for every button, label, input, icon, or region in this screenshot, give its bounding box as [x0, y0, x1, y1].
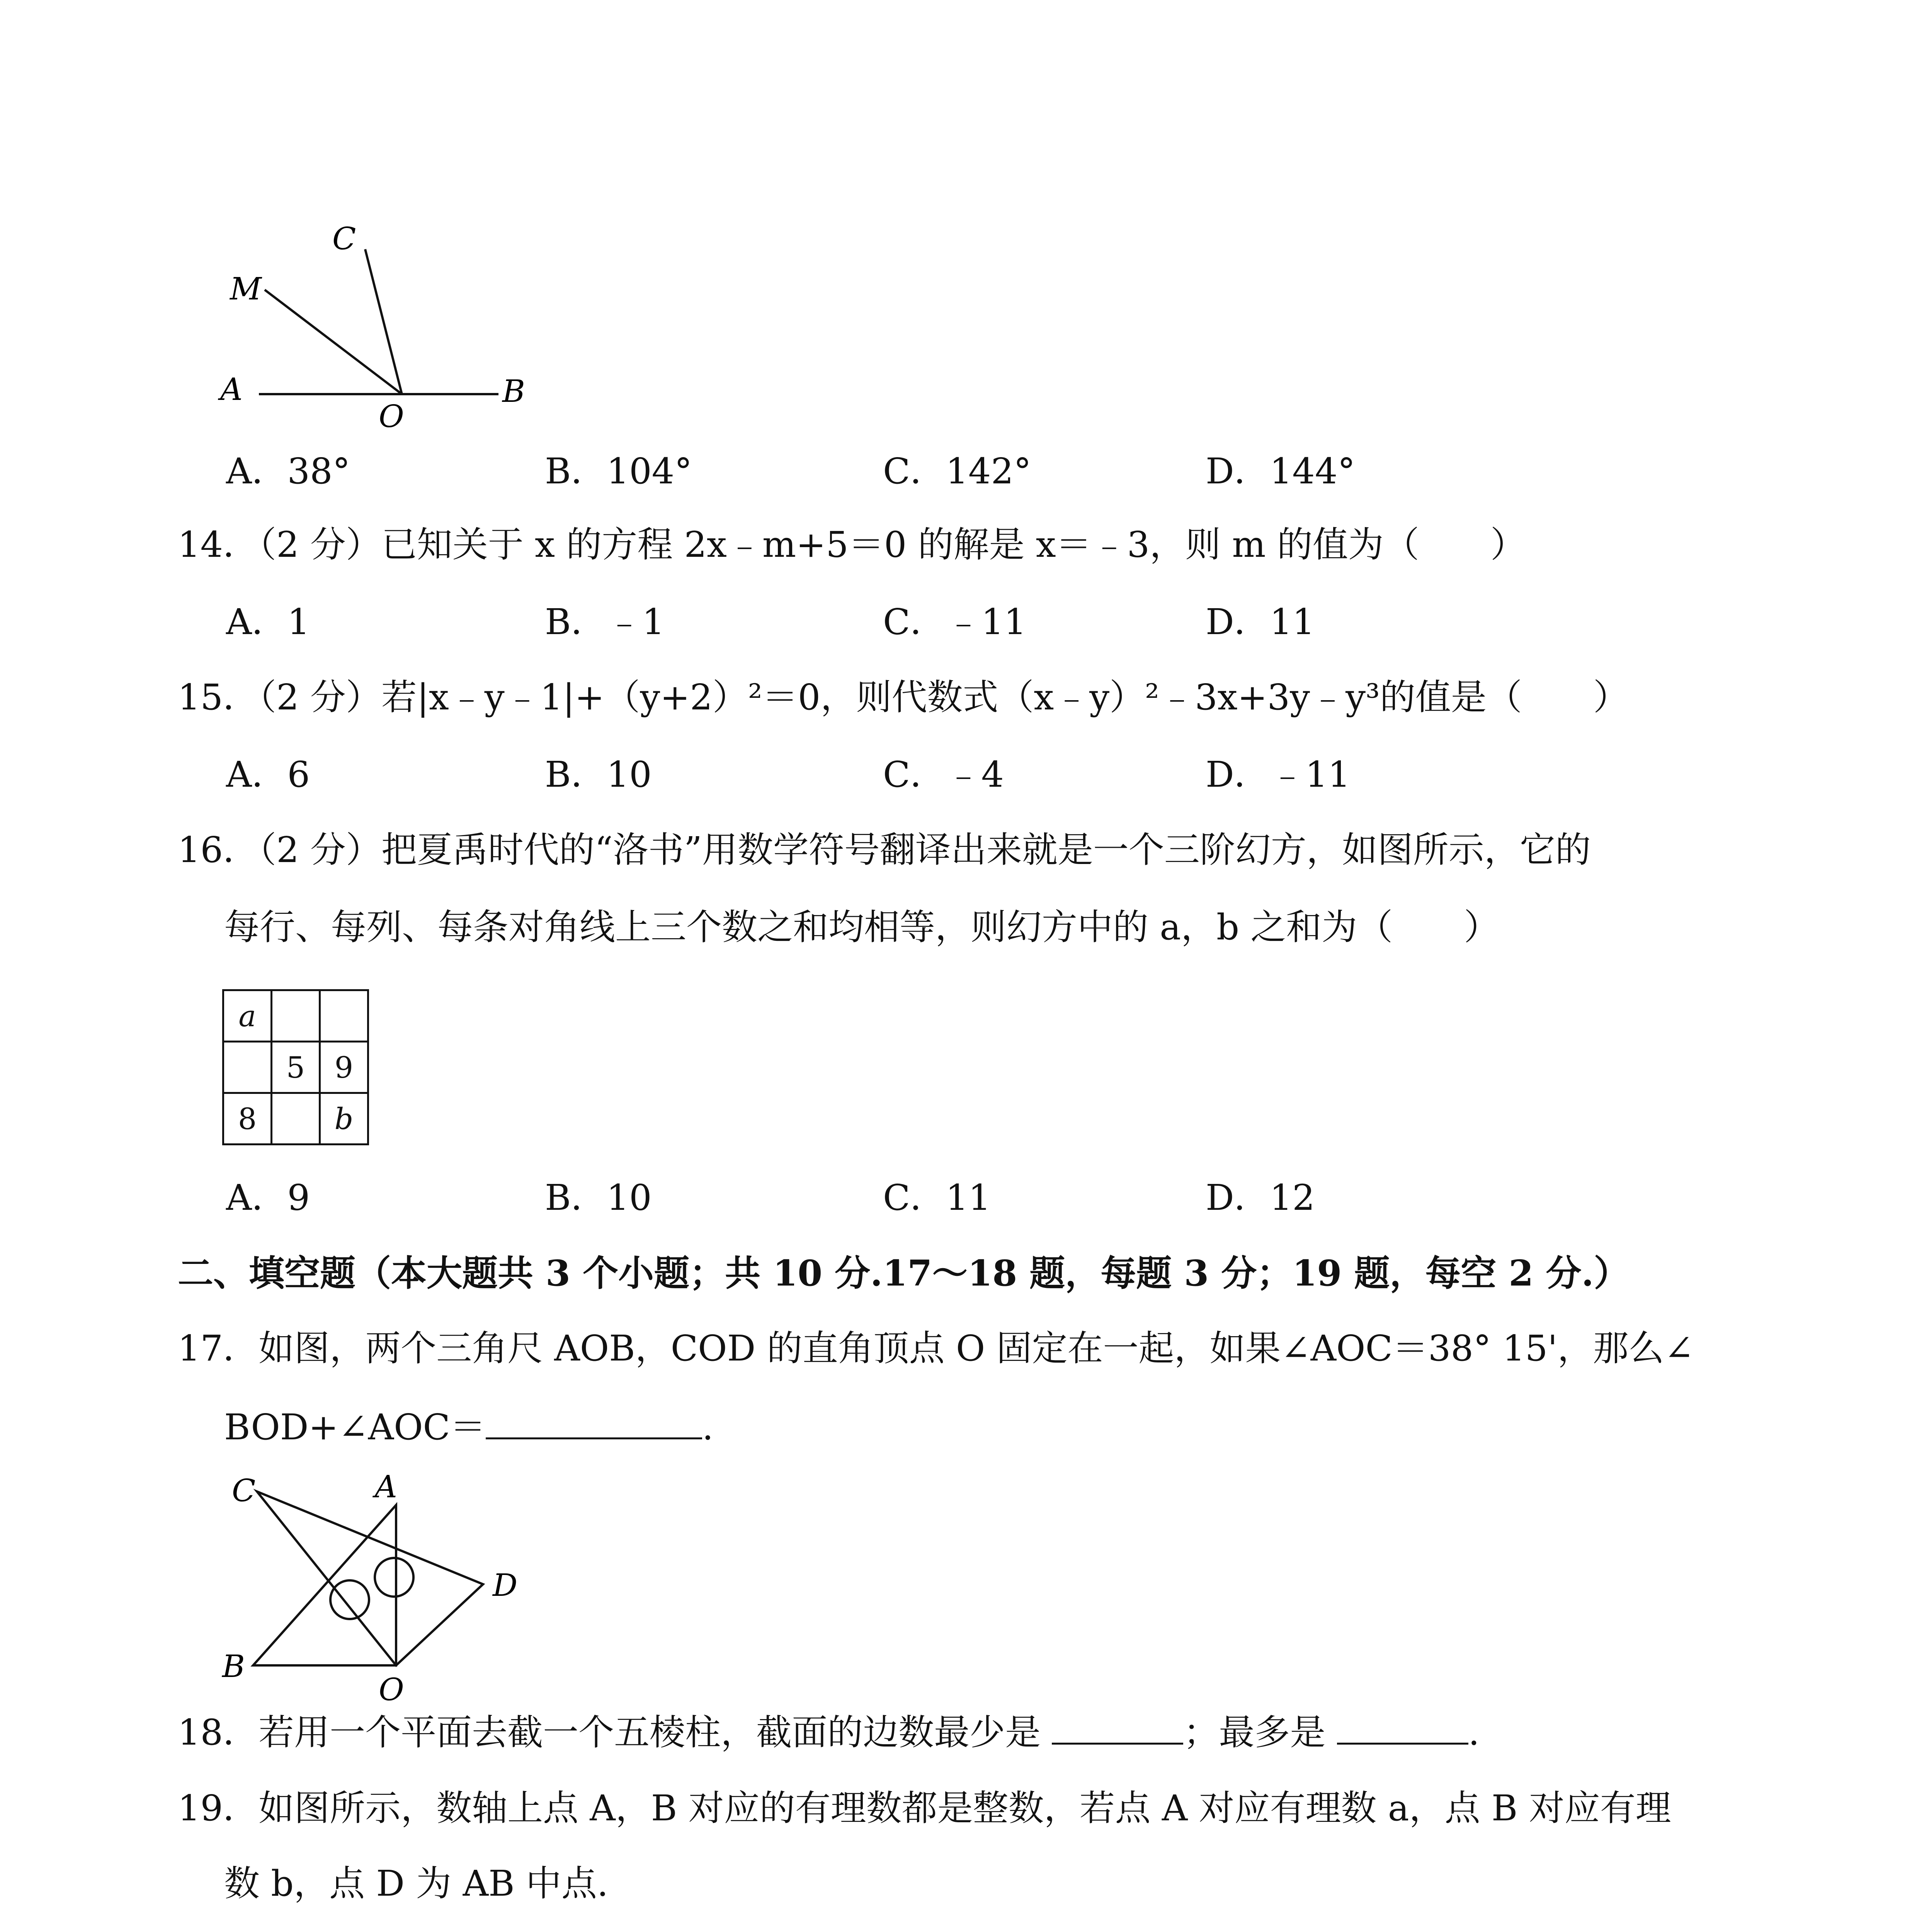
ray-om — [265, 290, 402, 394]
q15-option-d[interactable]: D．﹣11 — [1206, 754, 1351, 795]
q18-answer-blank-min[interactable] — [1052, 1708, 1183, 1745]
q15-question: 15．（2 分）若|x﹣y﹣1|+（y+2）²＝0，则代数式（x﹣y）²﹣3x+3y﹣y³的值是（ ） — [178, 677, 1629, 718]
q16-option-b[interactable]: B．10 — [545, 1177, 652, 1218]
q15-option-a[interactable]: A．6 — [226, 754, 310, 795]
q14-question: 14．（2 分）已知关于 x 的方程 2x﹣m+5＝0 的解是 x＝﹣3，则 m 的值为（ ） — [178, 524, 1526, 565]
label-b: B — [502, 373, 525, 409]
triangle-cod — [257, 1492, 483, 1665]
q19-question-line1: 19．如图所示，数轴上点 A，B 对应的有理数都是整数，若点 A 对应有理数 a，点 B 对应有理 — [178, 1787, 1671, 1829]
triangle-aob — [253, 1505, 396, 1665]
cell-r1c3 — [320, 990, 368, 1042]
label-c: C — [332, 221, 356, 257]
q14-option-a[interactable]: A．1 — [226, 601, 310, 643]
q16-question-line2: 每行、每列、每条对角线上三个数之和均相等，则幻方中的 a，b 之和为（ ） — [224, 906, 1500, 948]
magic-square — [222, 989, 369, 1136]
q14-option-b[interactable]: B．﹣1 — [545, 601, 665, 643]
q16-option-c[interactable]: C．11 — [883, 1177, 991, 1218]
figure-two-set-squares — [216, 1468, 564, 1716]
label-b: B — [222, 1648, 245, 1684]
q17-answer-blank[interactable] — [486, 1403, 702, 1439]
label-m: M — [230, 271, 262, 307]
q13-option-c[interactable]: C．142° — [883, 451, 1031, 492]
cell-r2c3: 9 — [320, 1042, 368, 1093]
section-2-title: 二、填空题（本大题共 3 个小题；共 10 分.17～18 题，每题 3 分；19 题，每空 2 分.） — [178, 1252, 1630, 1294]
q19-question-line2: 数 b，点 D 为 AB 中点. — [224, 1863, 609, 1904]
label-a: A — [220, 371, 243, 407]
q17-question-line1: 17．如图，两个三角尺 AOB，COD 的直角顶点 O 固定在一起，如果∠AOC＝38° 15'，那么∠ — [178, 1328, 1694, 1369]
q13-option-d[interactable]: D．144° — [1206, 451, 1356, 492]
q13-option-a[interactable]: A．38° — [226, 451, 350, 492]
q14-option-c[interactable]: C．﹣11 — [883, 601, 1027, 643]
cell-r1c2 — [271, 990, 320, 1042]
magic-square-table — [222, 989, 369, 1145]
q18-text-b: ；最多是 — [1183, 1712, 1337, 1753]
circle-hole-2 — [375, 1558, 413, 1597]
cell-r3c1: 8 — [223, 1093, 272, 1145]
q17-question-line2 — [224, 1403, 713, 1451]
cell-r3c2 — [271, 1093, 320, 1145]
q15-option-b[interactable]: B．10 — [545, 754, 652, 795]
circle-hole-1 — [330, 1580, 369, 1619]
label-c: C — [232, 1473, 256, 1509]
cell-r2c1 — [223, 1042, 272, 1093]
label-a: A — [375, 1469, 397, 1505]
q18-text-c: . — [1468, 1712, 1480, 1753]
figure-angle-aob — [216, 216, 603, 433]
q16-option-a[interactable]: A．9 — [226, 1177, 310, 1218]
q17-period: . — [702, 1406, 714, 1448]
cell-r2c2: 5 — [271, 1042, 320, 1093]
label-o: O — [379, 398, 404, 433]
q15-option-c[interactable]: C．﹣4 — [883, 754, 1004, 795]
q13-option-b[interactable]: B．104° — [545, 451, 692, 492]
q18-question — [178, 1708, 1480, 1756]
q18-answer-blank-max[interactable] — [1337, 1708, 1468, 1745]
ray-oc — [365, 249, 402, 394]
q14-option-d[interactable]: D．11 — [1206, 601, 1315, 643]
cell-r3c3: b — [320, 1093, 368, 1145]
q18-text-a: 18．若用一个平面去截一个五棱柱，截面的边数最少是 — [178, 1712, 1052, 1753]
q17-text: BOD+∠AOC＝ — [224, 1406, 486, 1448]
cell-r1c1: a — [223, 990, 272, 1042]
label-d: D — [493, 1567, 518, 1603]
q16-option-d[interactable]: D．12 — [1206, 1177, 1315, 1218]
label-o: O — [379, 1672, 404, 1708]
q16-question-line1: 16．（2 分）把夏禹时代的“洛书”用数学符号翻译出来就是一个三阶幻方，如图所示，它的 — [178, 829, 1591, 871]
